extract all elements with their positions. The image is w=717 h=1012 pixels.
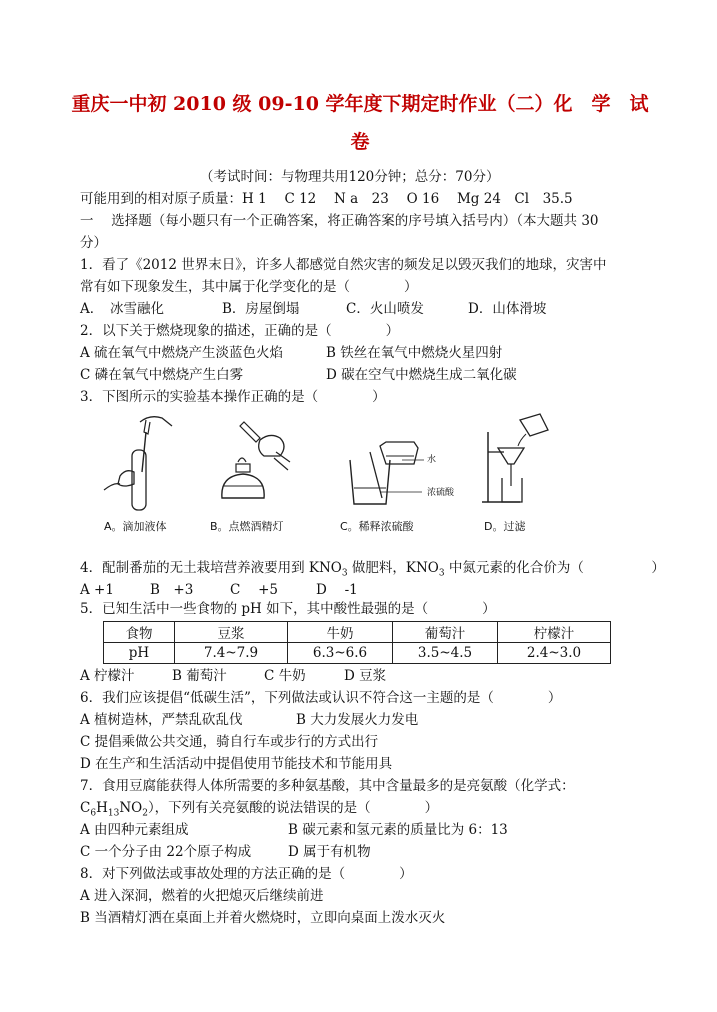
q1-option-a: A． 冰雪融化 — [80, 301, 164, 317]
q1-option-d: D．山体滑坡 — [468, 301, 547, 317]
q2-stem: 2．以下关于燃烧现象的描述，正确的是（ ） — [80, 323, 400, 339]
q6-option-c: C 提倡乘做公共交通，骑自行车或步行的方式出行 — [80, 734, 379, 750]
table-cell: 食物 — [104, 622, 175, 643]
q5-option-d: D 豆浆 — [344, 668, 387, 684]
q3-stem: 3．下图所示的实验基本操作正确的是（ ） — [80, 389, 386, 405]
figure-c-label-acid: 浓硫酸 — [427, 488, 455, 498]
table-cell: 柠檬汁 — [498, 622, 611, 643]
q6-option-d: D 在生产和生活活动中提倡使用节能技术和节能用具 — [80, 756, 393, 772]
figure-d-caption: D。过滤 — [484, 520, 526, 533]
figure-c-label-water: 水 — [427, 455, 437, 465]
q1-stem-line2: 常有如下现象发生，其中属于化学变化的是（ ） — [80, 279, 418, 295]
q1-stem-line1: 1．看了《2012 世界末日》，许多人都感觉自然灾害的频发足以毁灭我们的地球，灾害中 — [80, 257, 607, 273]
q5-option-b: B 葡萄汁 — [172, 668, 227, 684]
figure-b-lighting-lamp — [208, 412, 298, 512]
figure-c-caption: C。稀释浓硫酸 — [340, 520, 414, 533]
q6-stem: 6．我们应该提倡“低碳生活”，下列做法或认识不符合这一主题的是（ ） — [80, 690, 562, 706]
q7-stem-line2: $C_6H_{13}NO_2$），下列有关亮氨酸的说法错误的是（ ） — [80, 800, 439, 819]
q1-option-b: B．房屋倒塌 — [222, 301, 300, 317]
exam-time: （考试时间：与物理共用120分钟；总分：70分） — [200, 169, 500, 185]
q2-option-b: B 铁丝在氧气中燃烧火星四射 — [326, 345, 503, 361]
q6-option-b: B 大力发展火力发电 — [296, 712, 419, 728]
q5-stem: 5．已知生活中一些食物的 pH 如下，其中酸性最强的是（ ） — [80, 601, 496, 617]
table-cell: 2.4~3.0 — [498, 643, 611, 664]
exam-title-line1: 重庆一中初 2010 级 09-10 学年度下期定时作业（二）化 学 试 — [71, 93, 649, 115]
table-cell: 3.5~4.5 — [393, 643, 498, 664]
q8-option-b: B 当酒精灯洒在桌面上并着火燃烧时，立即向桌面上泼水灭火 — [80, 910, 446, 926]
table-cell: 7.4~7.9 — [175, 643, 288, 664]
ph-table-header-row — [104, 622, 611, 643]
q7-option-a: A 由四种元素组成 — [80, 822, 189, 838]
q8-stem: 8．对下列做法或事故处理的方法正确的是（ ） — [80, 866, 413, 882]
q5-option-c: C 牛奶 — [264, 668, 306, 684]
q7-option-b: B 碳元素和氢元素的质量比为 6：13 — [288, 822, 508, 838]
ph-table-value-row — [104, 643, 611, 664]
atomic-masses: 可能用到的相对原子质量：H 1 C 12 N a 23 O 16 Mg 24 Cl 35.5 — [80, 191, 573, 207]
section-heading-line1: 一 选择题（每小题只有一个正确答案，将正确答案的序号填入括号内）（本大题共 30 — [80, 213, 599, 229]
figure-a-caption: A。滴加液体 — [104, 520, 167, 533]
q5-option-a: A 柠檬汁 — [80, 668, 135, 684]
q2-option-d: D 碳在空气中燃烧生成二氧化碳 — [326, 367, 517, 383]
q7-option-d: D 属于有机物 — [288, 844, 371, 860]
table-cell: 6.3~6.6 — [288, 643, 393, 664]
figure-d-filtration — [480, 412, 570, 512]
q1-option-c: C．火山喷发 — [346, 301, 424, 317]
figure-a-dropping-liquid — [100, 412, 190, 518]
q7-stem-line1: 7．食用豆腐能获得人体所需要的多种氨基酸，其中含量最多的是亮氨酸（化学式： — [80, 778, 575, 794]
q8-option-a: A 进入深洞，燃着的火把熄灭后继续前进 — [80, 888, 324, 904]
q4-option-c: C +5 — [230, 582, 279, 598]
section-heading-line2: 分） — [80, 235, 107, 251]
table-cell: 葡萄汁 — [393, 622, 498, 643]
ph-table — [103, 621, 611, 664]
q2-option-a: A 硫在氧气中燃烧产生淡蓝色火焰 — [80, 345, 284, 361]
table-cell: 牛奶 — [288, 622, 393, 643]
q2-option-c: C 磷在氧气中燃烧产生白雾 — [80, 367, 244, 383]
table-cell: pH — [104, 643, 175, 664]
table-cell: 豆浆 — [175, 622, 288, 643]
exam-title-line2: 卷 — [350, 131, 370, 153]
q7-option-c: C 一个分子由 22个原子构成 — [80, 844, 252, 860]
q6-option-a: A 植树造林，严禁乱砍乱伐 — [80, 712, 243, 728]
figure-b-caption: B。点燃酒精灯 — [210, 520, 284, 533]
q4-option-d: D -1 — [316, 582, 358, 598]
q4-option-b: B +3 — [150, 582, 194, 598]
q4-option-a: A +1 — [80, 582, 114, 598]
q4-stem: 4．配制番茄的无土栽培营养液要用到 $KNO_3$ 做肥料，$KNO_3$ 中氮元素的化合价为（ ） — [80, 560, 665, 579]
